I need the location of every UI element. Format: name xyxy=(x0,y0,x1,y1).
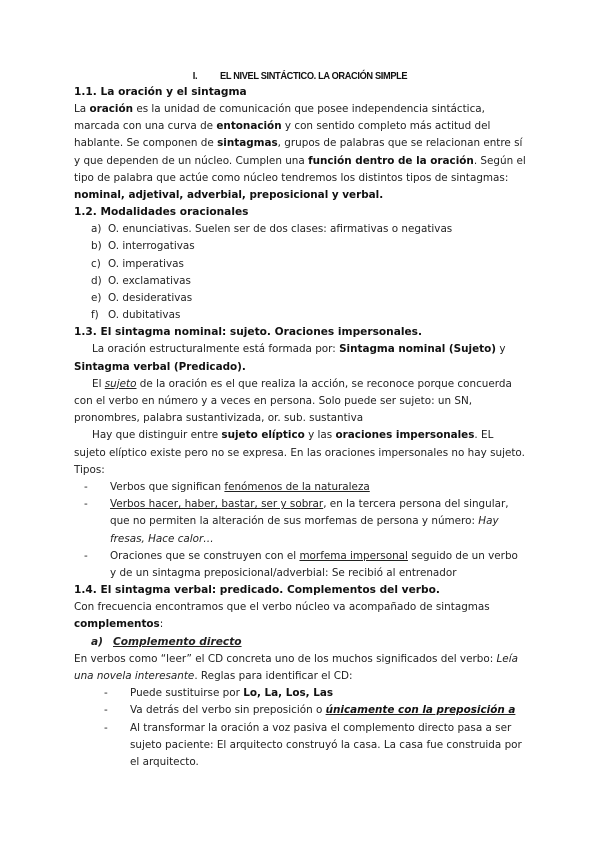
list-text: O. imperativas xyxy=(108,257,184,270)
text: de la oración es el que realiza la acción, se reconoce porque concuerda con el verbo en número y a veces en persona. Solo puede ser sujeto: un SN, pronombres, palabra sustantivizada, or. sub. sustantiva xyxy=(74,377,512,425)
bold-text: complementos xyxy=(74,618,160,631)
text: Hay que distinguir entre xyxy=(92,429,219,442)
text: . Según el tipo de palabra que actúe como núcleo tendremos los distintos tipos de sintagmas: xyxy=(74,154,526,184)
title-number: I. xyxy=(192,70,198,82)
text: En verbos como “leer” el CD concreta uno de los muchos significados del verbo: xyxy=(74,652,494,665)
bold-text: oración xyxy=(89,103,133,115)
heading-1-2: 1.2. Modalidades oracionales xyxy=(74,206,249,219)
list-text xyxy=(110,548,526,582)
list-marker: - xyxy=(104,721,108,734)
text: . Reglas para identificar el CD: xyxy=(194,669,353,682)
list-text: O. dubitativas xyxy=(108,309,181,322)
italic-text: Hay fresas, Hace calor… xyxy=(110,515,499,545)
text: y xyxy=(499,343,506,356)
text: El xyxy=(92,377,102,390)
list-item xyxy=(104,702,526,719)
bold-italic-underlined-text: únicamente con la preposición a xyxy=(325,704,516,717)
list-text: O. enunciativas. Suelen ser de dos clases: afirmativas o negativas xyxy=(108,223,453,236)
list-marker: c) xyxy=(91,257,101,270)
text: seguido de un verbo y de un sintagma preposicional/adverbial: Se recibió al entrenador xyxy=(110,549,518,580)
list-marker: - xyxy=(84,549,88,562)
cd-rules-list xyxy=(74,685,526,771)
bold-text: oraciones impersonales xyxy=(335,429,475,442)
underlined-italic-text: sujeto xyxy=(104,377,137,390)
text: , grupos de palabras que se relacionan entre sí y que dependen de un núcleo. Cumplen una xyxy=(74,137,523,167)
list-text: O. desiderativas xyxy=(108,292,193,305)
list-item xyxy=(104,720,526,772)
list-item xyxy=(84,548,526,582)
text: Oraciones que se construyen con el xyxy=(110,549,297,562)
list-marker: a) xyxy=(91,223,102,236)
list-text xyxy=(130,685,333,702)
list-marker: - xyxy=(84,481,88,494)
modalidades-list xyxy=(74,221,526,324)
list-marker: - xyxy=(104,704,108,717)
list-item xyxy=(91,273,526,290)
text: y las xyxy=(308,429,333,442)
list-item xyxy=(84,496,526,548)
underlined-text: morfema impersonal xyxy=(299,549,408,562)
bold-text: función dentro de la oración xyxy=(308,154,474,167)
heading-1-3: 1.3. El sintagma nominal: sujeto. Oraciones impersonales. xyxy=(74,326,423,339)
italic-text: Leía una novela interesante xyxy=(74,652,518,682)
subheading-marker: a) xyxy=(91,635,103,648)
list-marker: f) xyxy=(91,309,99,322)
text: Va detrás del verbo sin preposición o xyxy=(130,704,323,717)
bold-text: entonación xyxy=(216,120,282,133)
list-item xyxy=(91,290,526,307)
text: : xyxy=(159,618,164,631)
list-text xyxy=(110,496,526,548)
list-marker: d) xyxy=(91,274,102,287)
list-item xyxy=(91,238,526,255)
bold-text: nominal, adjetival, adverbial, preposicional y verbal. xyxy=(74,189,384,202)
bold-text: Sintagma nominal (Sujeto) xyxy=(339,343,496,356)
list-text xyxy=(130,702,515,719)
bold-text: sintagmas xyxy=(217,137,278,150)
text: La xyxy=(74,103,87,115)
list-marker: b) xyxy=(91,240,102,253)
list-text: O. exclamativas xyxy=(108,274,191,287)
underlined-text: Verbos hacer, haber, bastar, ser y sobrar xyxy=(110,498,324,511)
text: Con frecuencia encontramos que el verbo núcleo va acompañado de sintagmas xyxy=(74,601,490,614)
list-item xyxy=(104,685,526,702)
bold-text: Lo, La, Los, Las xyxy=(243,687,334,700)
list-item xyxy=(84,479,526,496)
page-title xyxy=(101,70,499,82)
heading-1-1: 1.1. La oración y el sintagma xyxy=(74,86,247,98)
text: y con sentido completo más actitud del hablante. Se componen de xyxy=(74,120,491,150)
text: . EL sujeto elíptico existe pero no se expresa. En las oraciones impersonales no hay sujeto. Tipos: xyxy=(74,429,525,476)
bold-text: Sintagma verbal (Predicado). xyxy=(74,360,246,373)
list-text: O. interrogativas xyxy=(108,240,195,253)
text: Verbos que significan xyxy=(110,481,222,494)
paragraph-estructura xyxy=(74,341,526,375)
paragraph-impersonales xyxy=(74,427,526,479)
bold-text: sujeto elíptico xyxy=(221,429,305,442)
list-marker: - xyxy=(84,498,88,511)
paragraph-complementos xyxy=(74,599,526,633)
list-text xyxy=(110,479,370,496)
paragraph-cd xyxy=(74,651,526,685)
list-item xyxy=(91,256,526,273)
list-item xyxy=(91,307,526,324)
paragraph-sujeto xyxy=(74,376,526,428)
subheading-text: Complemento directo xyxy=(113,635,242,648)
heading-1-4: 1.4. El sintagma verbal: predicado. Complementos del verbo. xyxy=(74,584,440,597)
text: es la unidad de comunicación que posee independencia sintáctica, marcada con una curva de xyxy=(74,103,485,133)
text: Puede sustituirse por xyxy=(130,687,240,700)
list-text: Al transformar la oración a voz pasiva el complemento directo pasa a ser sujeto paciente: El arquitecto construyó la casa. La casa fue construida por el arquitecto. xyxy=(130,721,522,768)
text: , en la tercera persona del singular, que no permiten la alteración de sus morfemas de persona y número: xyxy=(110,498,509,528)
list-item xyxy=(91,221,526,238)
underlined-text: fenómenos de la naturaleza xyxy=(224,481,370,494)
paragraph-oracion-sintagma xyxy=(74,101,526,204)
subheading-complemento-directo xyxy=(74,634,526,651)
text: La oración estructuralmente está formada por: xyxy=(92,343,336,356)
impersonales-list xyxy=(74,479,526,582)
title-text: EL NIVEL SINTÁCTICO. LA ORACIÓN SIMPLE xyxy=(220,70,408,82)
list-marker: e) xyxy=(91,292,102,305)
list-marker: - xyxy=(104,687,108,700)
